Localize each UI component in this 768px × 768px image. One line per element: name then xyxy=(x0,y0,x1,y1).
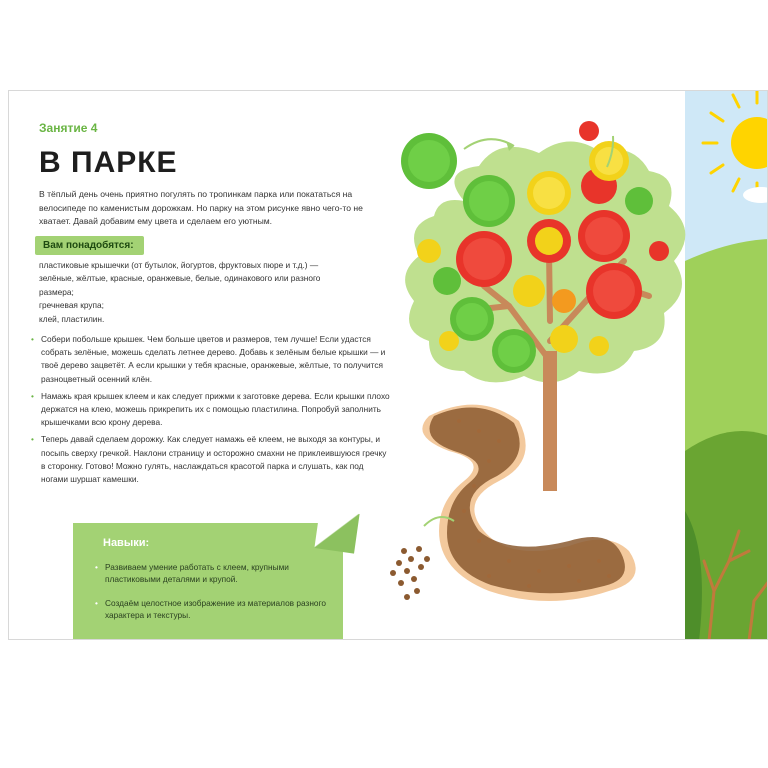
materials-list xyxy=(39,259,384,326)
workbook-page xyxy=(8,90,768,640)
step-item xyxy=(31,333,391,386)
materials-line: размера; xyxy=(39,286,74,297)
step-text: Собери побольше крышек. Чем больше цветов и размеров, тем лучше! Если удастся собрать зелёные, можешь сделать летнее дерево. Добавь к зелёным белые крышки — и твоё дерево зацветёт. А если крышки у тебя красные, оранжевые, жёлтые, то получится разноцветный осенний клён. xyxy=(41,334,386,384)
bullet-icon: • xyxy=(95,562,98,572)
page-title: В ПАРКЕ xyxy=(39,146,178,179)
skill-item xyxy=(95,561,345,585)
bullet-icon: • xyxy=(31,390,34,401)
buckwheat-pile xyxy=(390,546,430,600)
materials-line: клей, пластилин. xyxy=(39,313,105,324)
skill-text: Создаём целостное изображение из материалов разного характера и текстуры. xyxy=(105,598,326,620)
intro-text: В тёплый день очень приятно погулять по тропинкам парка или покататься на велосипеде по каменистым дорожкам. Но парку на этом рисунке явно чего-то не хватает. Давай добавим ему цвета и сделаем его уютным. xyxy=(39,189,363,227)
skills-box xyxy=(73,523,343,640)
tree-trunk xyxy=(543,351,557,491)
materials-line: пластиковые крышечки (от бутылок, йогуртов, фруктовых пюре и т.д.) — xyxy=(39,260,319,270)
skill-item xyxy=(95,597,345,621)
skills-title: Навыки: xyxy=(103,537,150,549)
loose-cap-red xyxy=(579,121,599,141)
step-item xyxy=(31,390,391,430)
materials-label: Вам понадобятся: xyxy=(35,236,144,255)
skill-text: Развиваем умение работать с клеем, крупными пластиковыми деталями и крупой. xyxy=(105,562,289,584)
materials-line: зелёные, жёлтые, красные, оранжевые, белые, одинакового или разного xyxy=(39,273,321,284)
steps-list xyxy=(31,333,391,490)
buckwheat-path xyxy=(390,405,636,601)
materials-line: гречневая крупа; xyxy=(39,300,104,311)
step-text: Теперь давай сделаем дорожку. Как следует намажь её клеем, не выходя за контуры, и посыпь сверху гречкой. Наклони страницу и осторожно смахни не приклеившуюся гречку в сторонку. Готово! Можно гулять, наслаждаться красотой парка и слушать, как под ногами шуршат камешки. xyxy=(41,434,387,485)
bullet-icon: • xyxy=(95,598,98,608)
page-fold xyxy=(314,508,359,553)
step-text: Намажь края крышек клеем и как следует прижми к заготовке дерева. Если крышки плохо держатся на клею, можешь прикрепить их с помощью пластилина. Попробуй заполнить крышечками всю крону дерева. xyxy=(41,390,390,428)
scenery-strip xyxy=(685,91,768,640)
lesson-number: Занятие 4 xyxy=(39,121,98,135)
bullet-icon: • xyxy=(31,434,34,445)
bullet-icon: • xyxy=(31,334,34,344)
step-item xyxy=(31,433,391,486)
